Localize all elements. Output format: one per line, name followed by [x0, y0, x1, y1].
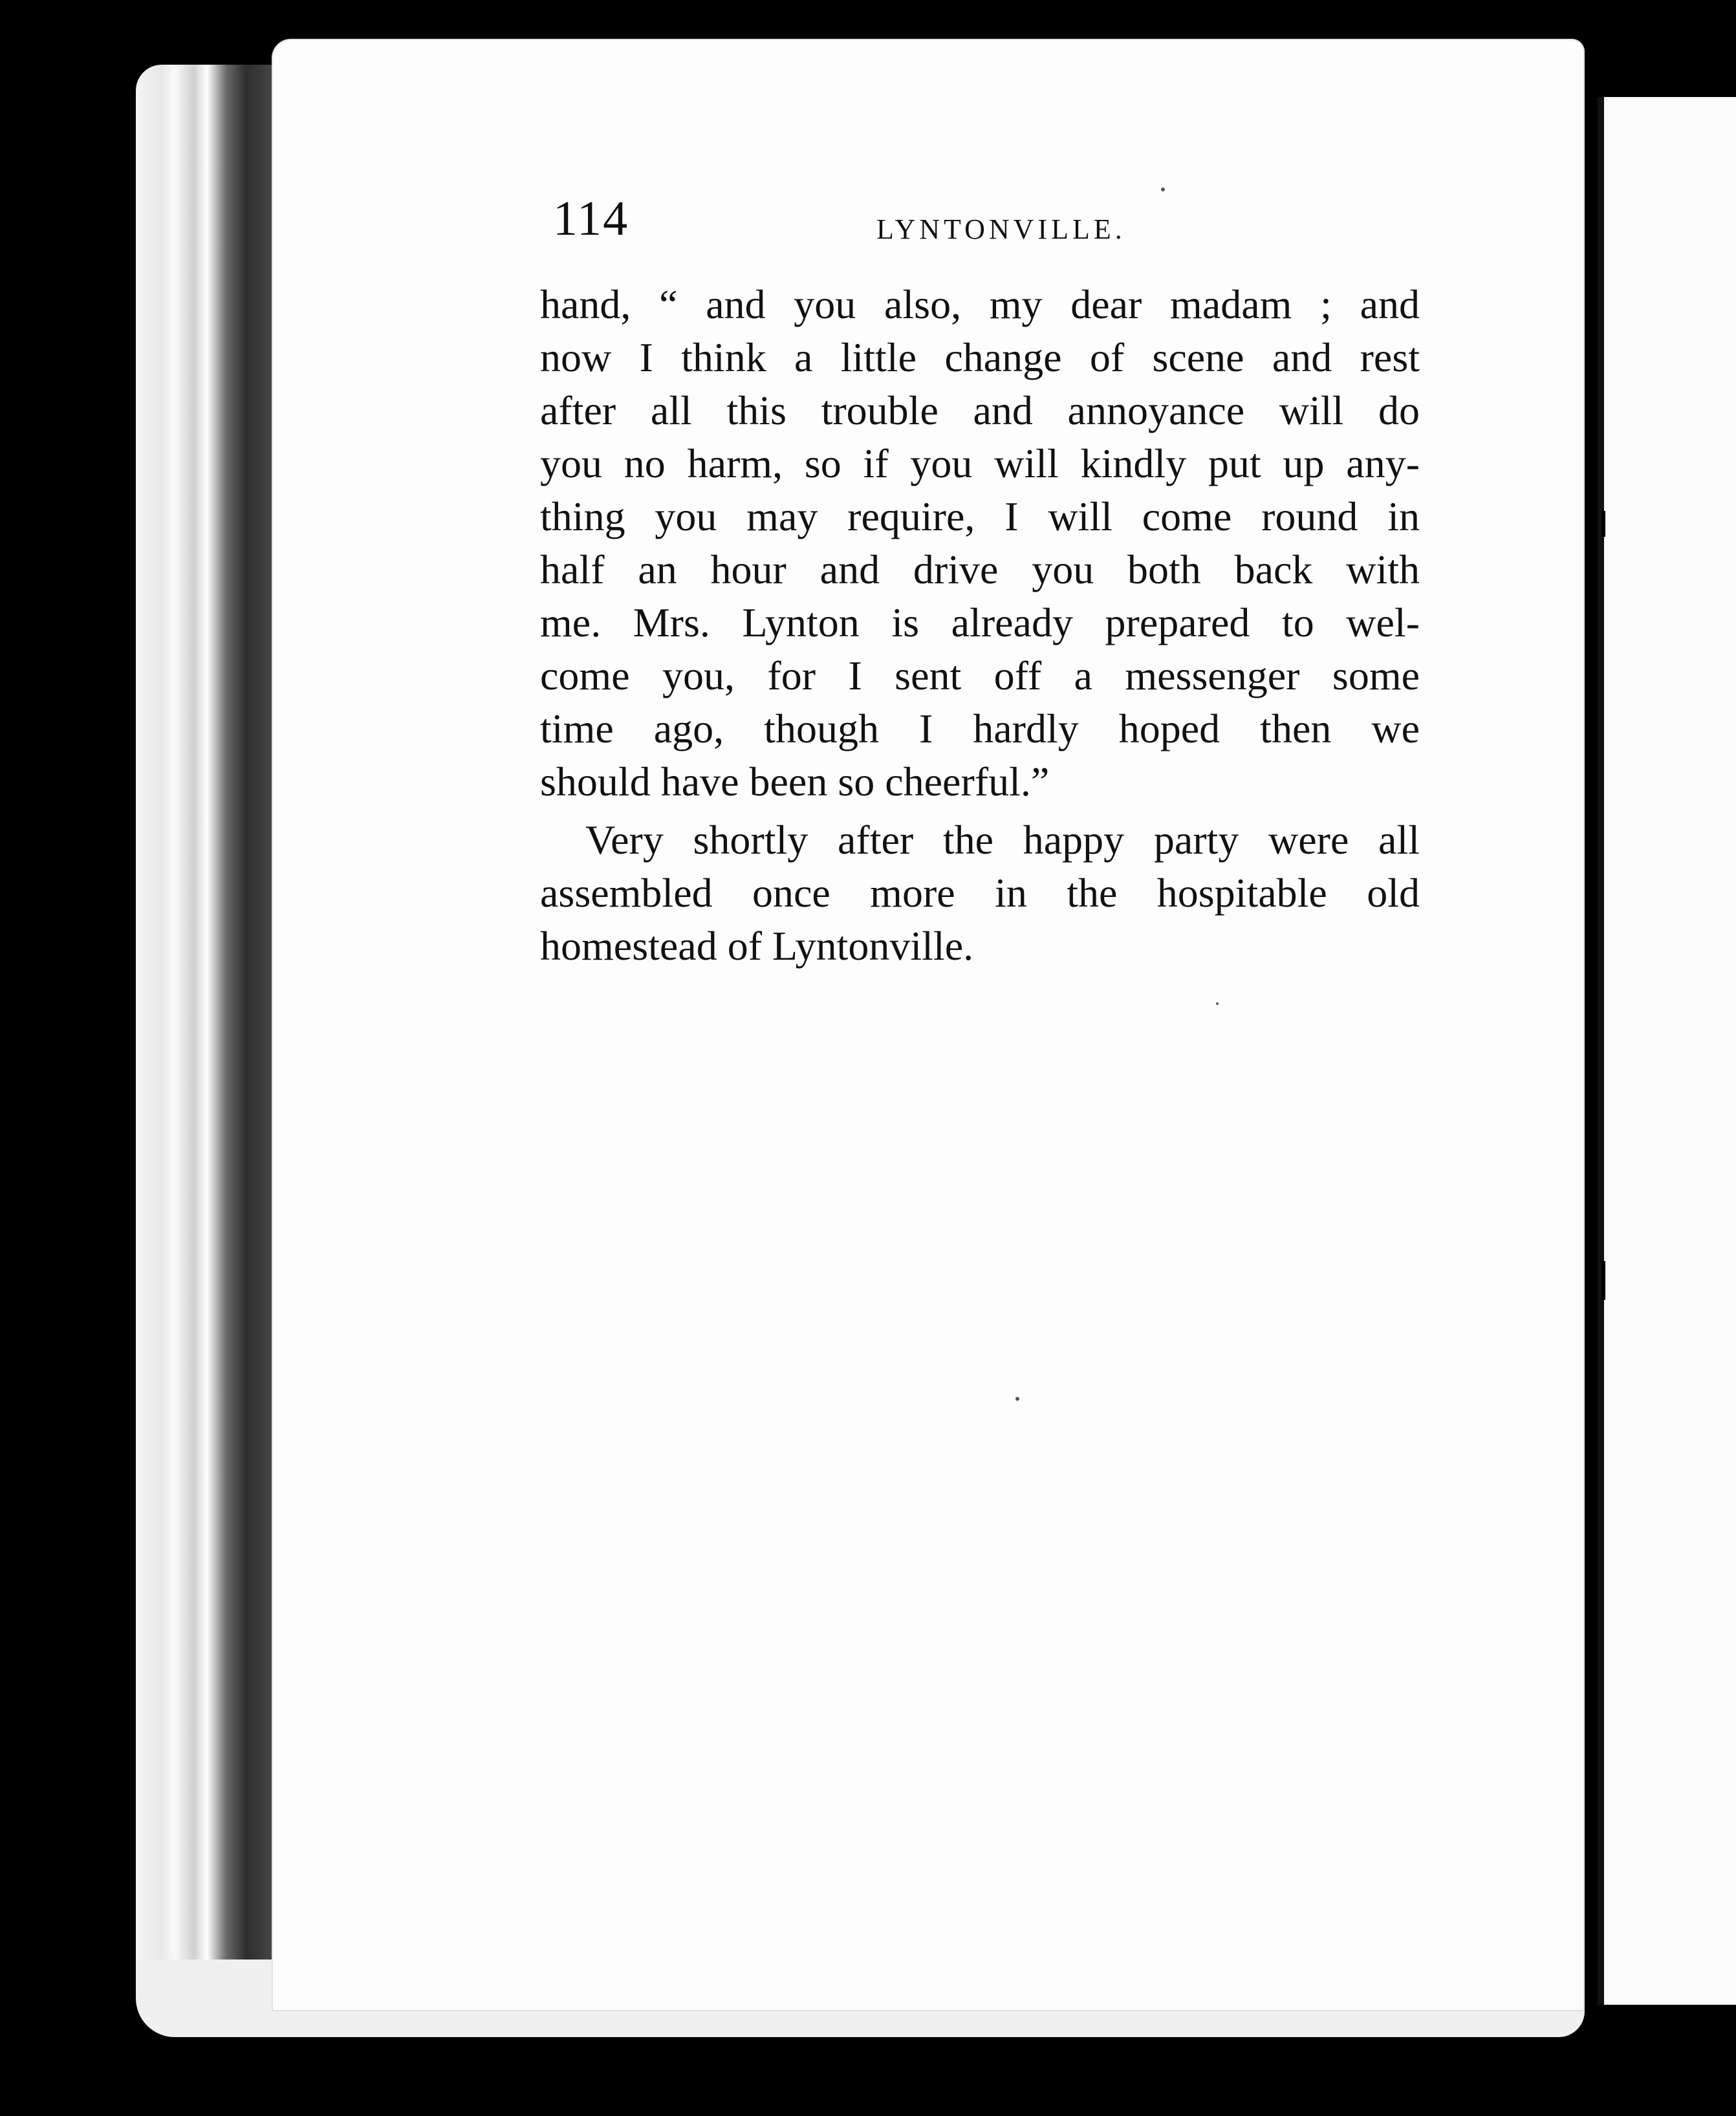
text-line: me. Mrs. Lynton is already prepared to wel-: [540, 599, 1420, 645]
page-header: [553, 191, 1736, 255]
paper-speck: [1216, 1002, 1219, 1005]
text-line: hand, “ and you also, my dear madam ; and: [540, 281, 1420, 327]
text-line: should have been so cheerful.”: [540, 759, 1050, 804]
body-text: [540, 278, 1420, 973]
text-line: thing you may require, I will come round in: [540, 493, 1420, 539]
paper-speck: [1161, 188, 1165, 191]
running-head: LYNTONVILLE.: [876, 213, 1126, 245]
text-line: homestead of Lyntonville.: [540, 923, 974, 969]
text-line: assembled once more in the hospitable old: [540, 870, 1420, 916]
text-line: after all this trouble and annoyance will do: [540, 387, 1420, 433]
text-line: now I think a little change of scene and rest: [540, 334, 1420, 380]
text-line: time ago, though I hardly hoped then we: [540, 706, 1420, 751]
facing-page-mark: [1601, 511, 1605, 537]
paragraph-2: [540, 814, 1420, 973]
facing-page-edge: [1598, 97, 1736, 2005]
paper-speck: [1015, 1397, 1019, 1401]
text-line: you no harm, so if you will kindly put up any-: [540, 440, 1420, 486]
facing-page-mark: [1601, 1261, 1605, 1300]
paragraph-1: [540, 278, 1420, 808]
text-line: half an hour and drive you both back with: [540, 546, 1420, 592]
text-line: come you, for I sent off a messenger some: [540, 653, 1420, 698]
text-line: Very shortly after the happy party were all: [585, 817, 1420, 863]
page-number: 114: [553, 191, 629, 246]
